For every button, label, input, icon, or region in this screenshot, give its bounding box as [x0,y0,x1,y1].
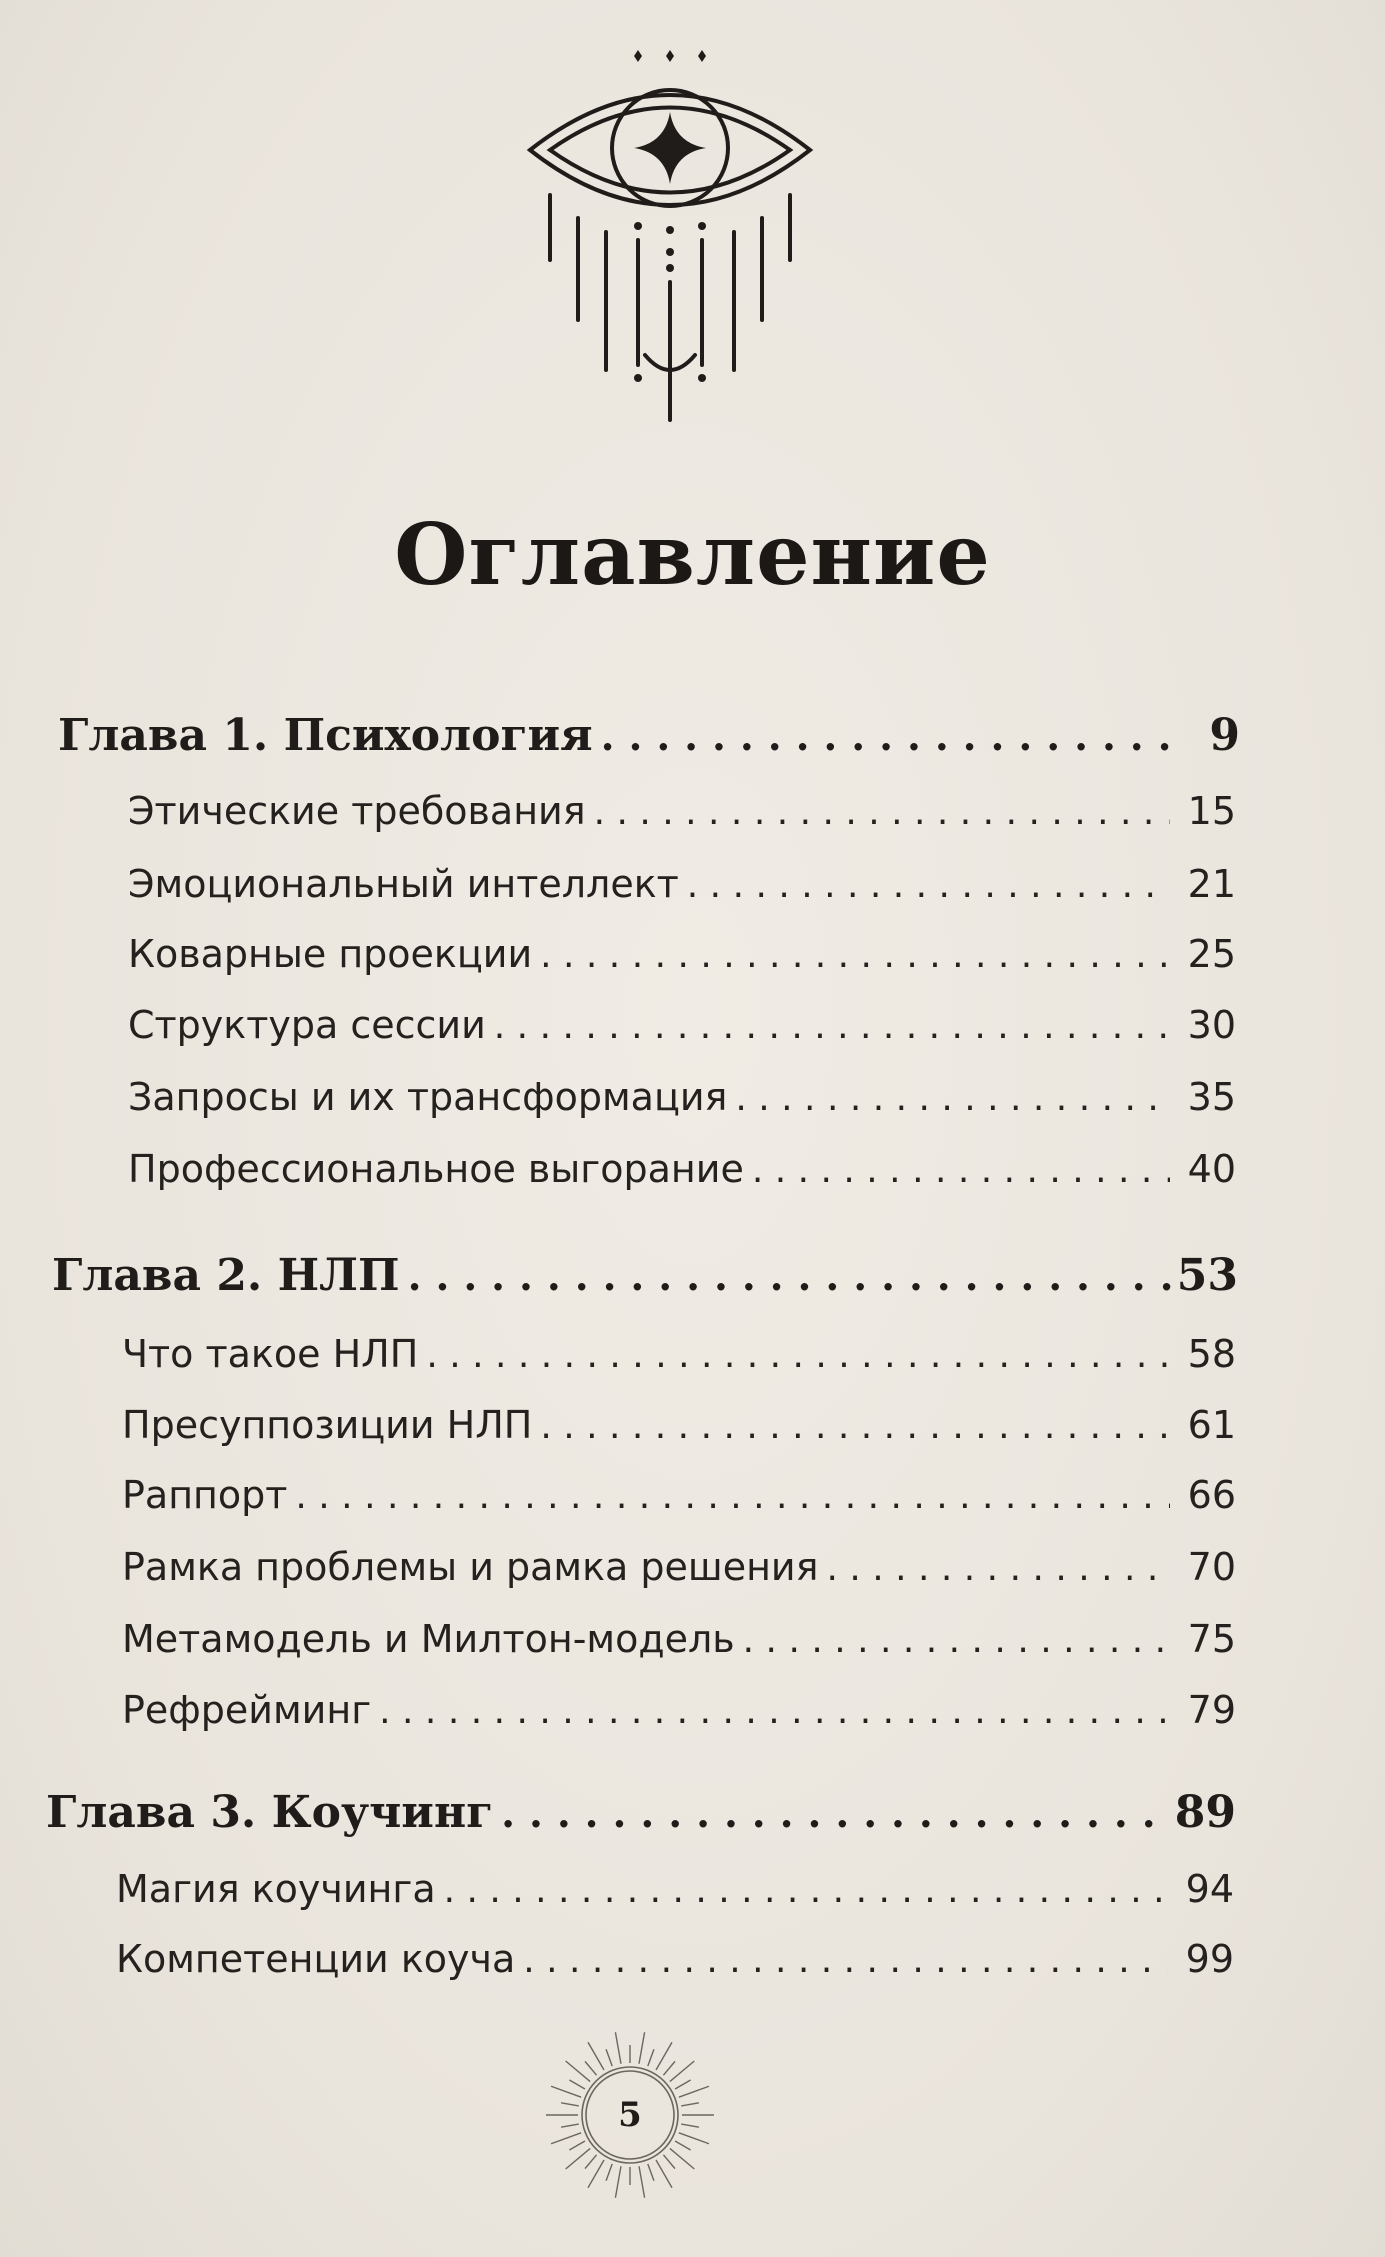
toc-chapter-row [46,1787,1236,1838]
toc-page-number: 61 [1187,1403,1236,1447]
toc-item-row [128,862,1236,906]
toc-item-label: Эмоциональный интеллект [128,862,679,906]
toc-item-row [116,1937,1234,1981]
toc-item-label: Магия коучинга [116,1867,436,1911]
toc-item-label: Коварные проекции [128,932,533,976]
toc-item-label: Метамодель и Милтон-модель [122,1617,735,1661]
toc-chapter-label: Глава 1. Психология [58,710,593,761]
toc-item-row [128,1003,1236,1047]
toc-page-number: 53 [1176,1250,1238,1301]
toc-leader-dots [743,1620,1170,1661]
toc-leader-dots [379,1691,1170,1732]
toc-leader-dots [494,1006,1170,1047]
toc-page-number: 25 [1187,932,1236,976]
toc-item-row [122,1688,1236,1732]
toc-item-label: Что такое НЛП [122,1332,419,1376]
toc-page-number: 66 [1187,1473,1236,1517]
page-title: Оглавление [394,505,991,604]
toc-item-row [128,789,1236,833]
eye-emblem-icon [520,20,820,440]
toc-item-row [122,1332,1236,1376]
toc-item-label: Запросы и их трансформация [128,1075,728,1119]
toc-page-number: 75 [1187,1617,1236,1661]
toc-leader-dots [594,792,1170,833]
toc-leader-dots [540,1406,1170,1447]
toc-leader-dots [826,1548,1170,1589]
toc-leader-dots [408,1253,1171,1300]
page-number: 5 [618,2095,642,2135]
toc-page-number: 58 [1187,1332,1236,1376]
toc-item-row [128,1075,1236,1119]
toc-leader-dots [295,1476,1170,1517]
toc-page-number: 89 [1174,1787,1236,1838]
toc-item-label: Раппорт [122,1473,288,1517]
toc-item-row [116,1867,1234,1911]
toc-item-label: Пресуппозиции НЛП [122,1403,533,1447]
toc-item-label: Рамка проблемы и рамка решения [122,1545,819,1589]
toc-item-row [128,932,1236,976]
toc-leader-dots [501,1790,1169,1837]
toc-page-number: 79 [1187,1688,1236,1732]
toc-chapter-row [58,710,1240,761]
toc-page-number: 9 [1209,710,1240,761]
toc-item-label: Профессиональное выгорание [128,1147,744,1191]
toc-page-number: 99 [1185,1937,1234,1981]
toc-item-label: Этические требования [128,789,586,833]
toc-item-row [122,1617,1236,1661]
toc-leader-dots [426,1335,1170,1376]
toc-chapter-row [52,1250,1238,1301]
toc-leader-dots [735,1078,1170,1119]
toc-page-number: 40 [1187,1147,1236,1191]
toc-item-label: Компетенции коуча [116,1937,516,1981]
toc-item-row [122,1545,1236,1589]
toc-page-number: 30 [1187,1003,1236,1047]
toc-page-number: 35 [1187,1075,1236,1119]
toc-page-number: 15 [1187,789,1236,833]
toc-leader-dots [601,713,1174,760]
toc-item-label: Структура сессии [128,1003,486,1047]
toc-item-row [122,1403,1236,1447]
toc-page-number: 70 [1187,1545,1236,1589]
toc-page-number: 21 [1187,862,1236,906]
toc-leader-dots [540,935,1170,976]
toc-leader-dots [687,865,1170,906]
toc-leader-dots [523,1940,1168,1981]
toc-chapter-label: Глава 2. НЛП [52,1250,400,1301]
toc-item-row [128,1147,1236,1191]
toc-leader-dots [444,1870,1168,1911]
toc-item-label: Рефрейминг [122,1688,372,1732]
toc-leader-dots [752,1150,1170,1191]
toc-item-row [122,1473,1236,1517]
page-number-badge [535,2020,725,2210]
toc-page-number: 94 [1185,1867,1234,1911]
toc-chapter-label: Глава 3. Коучинг [46,1787,494,1838]
